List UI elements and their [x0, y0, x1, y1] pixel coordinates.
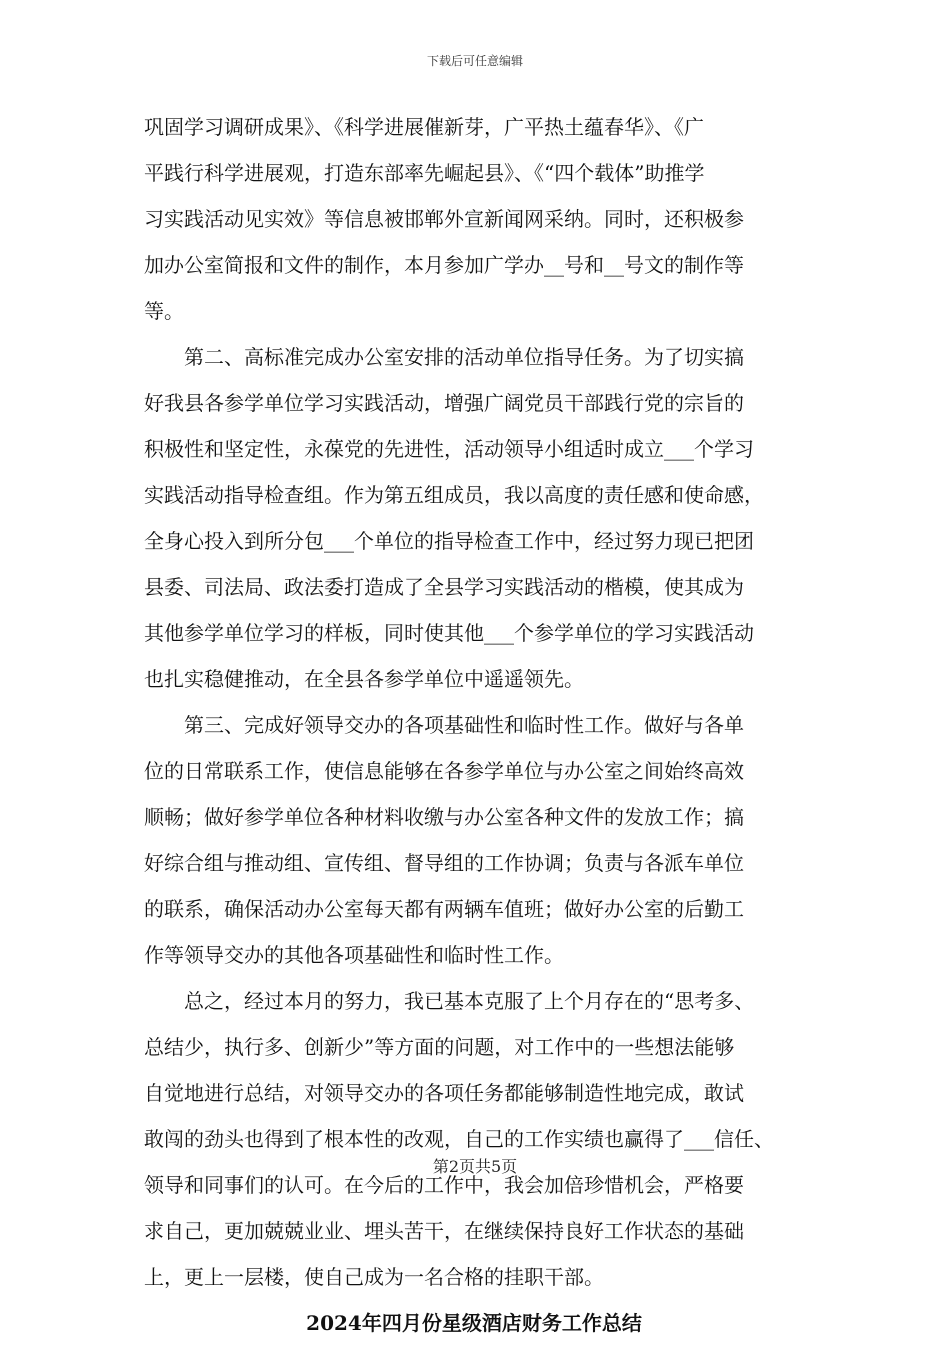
- text-line: 领导和同事们的认可。在今后的工作中，我会加倍珍惜机会，严格要: [144, 1173, 744, 1197]
- text-line: 其他参学单位学习的样板，同时使其他___个参学单位的学习实践活动: [144, 621, 754, 645]
- text-line: 作等领导交办的其他各项基础性和临时性工作。: [144, 943, 564, 967]
- text-line: 求自己，更加兢兢业业、埋头苦干，在继续保持良好工作状态的基础: [144, 1219, 744, 1243]
- text-line: 总之，经过本月的努力，我已基本克服了上个月存在的“思考多、: [184, 989, 755, 1013]
- paragraph-3: [144, 702, 804, 978]
- paragraph-4: [144, 978, 804, 1300]
- text-line: 加办公室简报和文件的制作，本月参加广学办__号和__号文的制作等: [144, 253, 744, 277]
- text-line: 自觉地进行总结，对领导交办的各项任务都能够制造性地完成，敢试: [144, 1081, 744, 1105]
- paragraph-2: [144, 334, 804, 702]
- paragraph-1: [144, 104, 804, 334]
- text-line: 也扎实稳健推动，在全县各参学单位中遥遥领先。: [144, 667, 584, 691]
- text-line: 第二、高标准完成办公室安排的活动单位指导任务。为了切实搞: [184, 345, 744, 369]
- text-line: 积极性和坚定性，永葆党的先进性，活动领导小组适时成立___个学习: [144, 437, 754, 461]
- section-title: 2024年四月份星级酒店财务工作总结: [306, 1311, 642, 1335]
- text-line: 总结少，执行多、创新少”等方面的问题，对工作中的一些想法能够: [144, 1035, 735, 1059]
- text-line: 的联系，确保活动办公室每天都有两辆车值班；做好办公室的后勤工: [144, 897, 744, 921]
- text-line: 顺畅；做好参学单位各种材料收缴与办公室各种文件的发放工作；搞: [144, 805, 744, 829]
- text-line: 好我县各参学单位学习实践活动，增强广阔党员干部践行党的宗旨的: [144, 391, 744, 415]
- text-line: 等。: [144, 299, 184, 323]
- text-line: 敢闯的劲头也得到了根本性的改观，自己的工作实绩也赢得了___信任、: [144, 1127, 774, 1151]
- text-line: 县委、司法局、政法委打造成了全县学习实践活动的楷模，使其成为: [144, 575, 744, 599]
- text-line: 上，更上一层楼，使自己成为一名合格的挂职干部。: [144, 1265, 604, 1289]
- text-line: 习实践活动见实效》等信息被邯郸外宣新闻网采纳。同时，还积极参: [144, 207, 744, 231]
- text-line: 平践行科学进展观，打造东部率先崛起县》、《“四个载体”助推学: [144, 161, 705, 185]
- page-header-note: 下载后可任意编辑: [426, 54, 523, 68]
- text-line: 全身心投入到所分包___个单位的指导检查工作中，经过努力现已把团: [144, 529, 754, 553]
- text-line: 位的日常联系工作，使信息能够在各参学单位与办公室之间始终高效: [144, 759, 744, 783]
- text-line: 第三、完成好领导交办的各项基础性和临时性工作。做好与各单: [184, 713, 744, 737]
- page-number: 第2页共5页: [432, 1157, 518, 1176]
- text-line: 巩固学习调研成果》、《科学进展催新芽，广平热土蕴春华》、《广: [144, 115, 704, 139]
- text-line: 好综合组与推动组、宣传组、督导组的工作协调；负责与各派车单位: [144, 851, 744, 875]
- text-line: 实践活动指导检查组。作为第五组成员，我以高度的责任感和使命感，: [144, 483, 764, 507]
